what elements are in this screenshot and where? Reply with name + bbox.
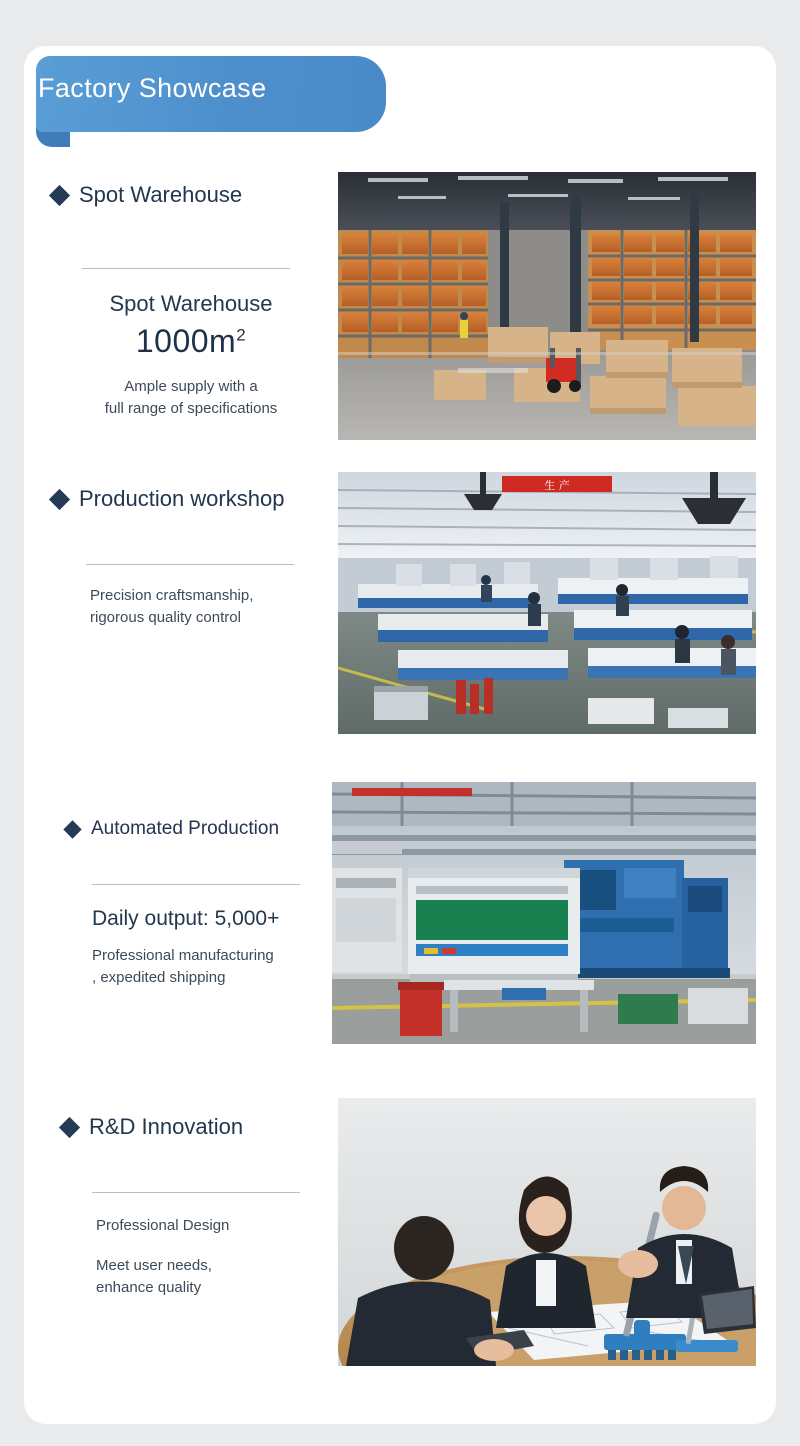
section-description (96, 1215, 334, 1298)
section-rd-innovation (62, 1114, 334, 1298)
diamond-bullet-icon (59, 1116, 80, 1137)
section-heading-label: Production workshop (79, 486, 285, 511)
section-description (72, 376, 310, 420)
automated-production-photo (332, 782, 756, 1044)
description-line-2: , expedited shipping (92, 968, 226, 986)
section-heading-label: Automated Production (91, 818, 280, 839)
description-line-2: rigorous quality control (90, 608, 241, 626)
description-line-1: Precision craftsmanship, (90, 587, 254, 604)
description-line-2: full range of specifications (104, 399, 278, 417)
production-workshop-photo (338, 472, 756, 734)
section-heading-label: R&D Innovation (89, 1114, 244, 1139)
divider (86, 564, 294, 565)
section-heading (66, 818, 338, 840)
section-automated-production (66, 818, 338, 989)
section-spot-warehouse (52, 182, 310, 420)
divider (92, 884, 300, 885)
section-heading (52, 486, 320, 512)
description-line-2: Meet user needs, (96, 1256, 212, 1274)
metric-unit-sup: 2 (236, 325, 247, 345)
section-production-workshop (52, 486, 320, 629)
section-metric (72, 323, 310, 360)
section-heading (62, 1114, 334, 1140)
section-heading (52, 182, 310, 208)
divider (92, 1192, 300, 1193)
rd-meeting-photo (338, 1098, 756, 1366)
description-line-3: enhance quality (96, 1278, 202, 1296)
diamond-bullet-icon (49, 184, 70, 205)
section-subtitle: Daily output: 5,000+ (92, 907, 280, 930)
diamond-bullet-icon (63, 820, 81, 838)
metric-value: 1000m (135, 323, 237, 359)
section-heading-label: Spot Warehouse (79, 182, 243, 207)
section-subtitle: Spot Warehouse (109, 291, 273, 316)
page-title: Factory Showcase (38, 73, 267, 103)
divider (82, 268, 290, 269)
description-line-1: Professional Design (96, 1217, 230, 1234)
description-line-1: Professional manufacturing (92, 947, 274, 964)
section-description (92, 945, 338, 989)
description-line-1: Ample supply with a (124, 378, 258, 395)
warehouse-racks-photo (338, 172, 756, 440)
diamond-bullet-icon (49, 488, 70, 509)
section-description (90, 585, 320, 629)
svg-text:生 产: 生 产 (544, 479, 570, 492)
